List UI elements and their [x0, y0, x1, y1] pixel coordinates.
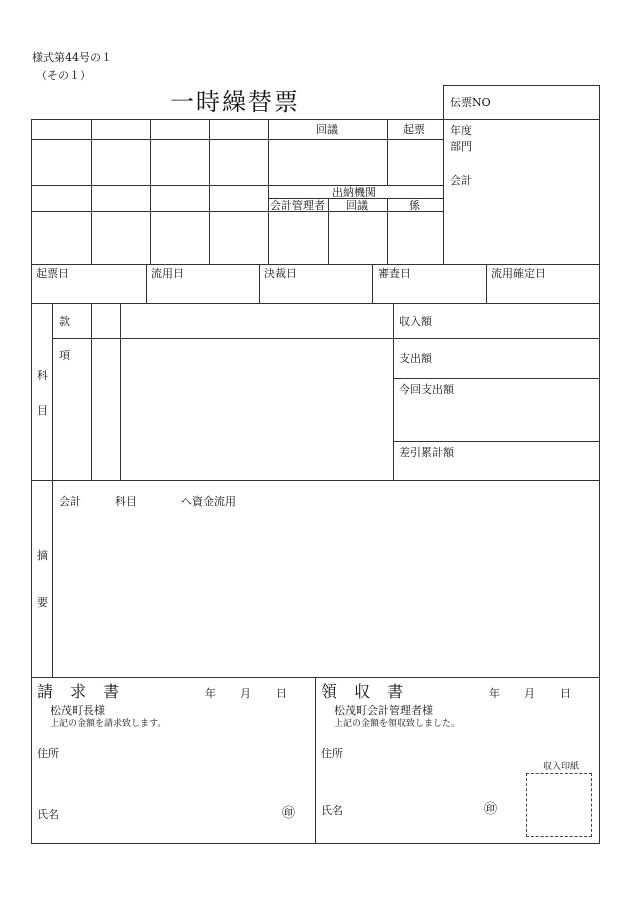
income-label: 収入額: [399, 315, 432, 328]
form-number: 様式第44号の１: [32, 51, 112, 64]
receipt-seal-mark: ㊞: [484, 802, 498, 817]
current-expense-label: 今回支出額: [399, 383, 454, 396]
request-title: 請 求 書: [37, 682, 126, 701]
clerk-label: 係: [409, 199, 420, 212]
receipt-statement: 上記の金額を領収致しました。: [334, 719, 461, 729]
year-label: 年度: [450, 124, 472, 137]
revenue-stamp-box: [526, 773, 592, 837]
receipt-name-label: 氏名: [321, 804, 343, 817]
dept-label: 部門: [450, 140, 472, 153]
balance-label: 差引累計額: [399, 446, 454, 459]
disbursement-label: 出納機関: [332, 186, 376, 199]
page-title: 一時繰替票: [170, 88, 300, 116]
receipt-title: 領 収 書: [321, 682, 410, 701]
request-month: 月: [240, 687, 251, 700]
audit-date-label: 審査日: [378, 267, 411, 280]
receipt-month: 月: [524, 687, 535, 700]
request-name-label: 氏名: [37, 808, 59, 821]
review-label: 回議: [316, 123, 338, 136]
request-seal-mark: ㊞: [282, 806, 296, 821]
review2-label: 回議: [346, 199, 368, 212]
request-statement: 上記の金額を請求致します。: [50, 719, 167, 729]
receipt-year: 年: [489, 687, 500, 700]
draft-date-label: 起票日: [36, 267, 69, 280]
draft-label: 起票: [403, 123, 425, 136]
form-part: （その１）: [36, 69, 91, 82]
kan-label: 款: [59, 315, 70, 328]
summary-transfer-text: へ資金流用: [181, 495, 236, 508]
summary-item-text: 科目: [115, 495, 137, 508]
summary-label-1: 摘: [37, 549, 48, 562]
receipt-day: 日: [560, 687, 571, 700]
request-day: 日: [276, 687, 287, 700]
expense-label: 支出額: [399, 352, 432, 365]
request-addressee: 松茂町長様: [50, 704, 105, 717]
summary-label-2: 要: [37, 596, 48, 609]
account-label: 会計: [450, 174, 472, 187]
subject-label-2: 目: [37, 404, 48, 417]
receipt-address-label: 住所: [321, 747, 343, 760]
kou-label: 項: [59, 349, 70, 362]
subject-label-1: 科: [37, 369, 48, 382]
use-confirm-date-label: 流用確定日: [491, 267, 546, 280]
accountant-label: 会計管理者: [270, 199, 325, 212]
summary-account-text: 会計: [59, 495, 81, 508]
request-address-label: 住所: [37, 747, 59, 760]
receipt-addressee: 松茂町会計管理者様: [334, 704, 433, 717]
stamp-label: 収入印紙: [543, 762, 580, 772]
request-year: 年: [205, 687, 216, 700]
decision-date-label: 決裁日: [264, 267, 297, 280]
use-date-label: 流用日: [151, 267, 184, 280]
voucher-no-label: 伝票NO: [450, 96, 491, 109]
